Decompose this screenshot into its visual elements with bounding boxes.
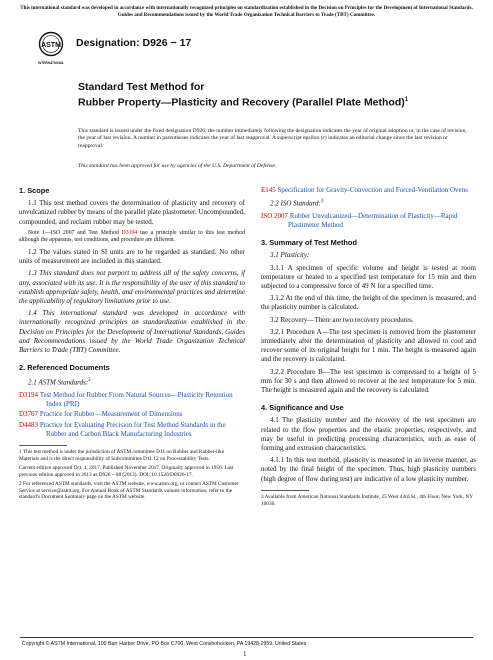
footnote-1b: Current edition approved Oct. 1, 2017. Published November 2017. Originally approved in 1956. Last previous edition approved in 2013 as D926 – 08 (2013). DOI: 10.1520/D0926-17. <box>19 464 234 478</box>
copyright: Copyright © ASTM International, 100 Barr Harbor Drive, PO Box C700, West Conshohocken, PA 19428-2959. United States <box>22 641 307 647</box>
note-1 <box>19 230 245 245</box>
reference-item[interactable] <box>19 391 245 409</box>
reference-title[interactable]: Practice for Evaluating Precision for Test Method Standards in the Rubber and Carbon Black Manufacturing Industries <box>39 420 226 438</box>
note-1-link[interactable]: D3194 <box>121 229 138 236</box>
para-4-1-1: 4.1.1 In this test method, plasticity is measured in an inverse manner, as noted by the final height of the specimen. Thus, high plasticity numbers (high degree of flow during test) are indicative of a low plasticity number. <box>261 456 476 483</box>
para-2-2-sup: 3 <box>320 199 324 205</box>
para-3-2-2: 3.2.2 Procedure B—The test specimen is compressed to a height of 5 mm for 30 s and then allowed to recover at the test temperature for 5 min. The height is measured again and the recovery is calculated. <box>261 367 476 394</box>
reference-code[interactable]: D3767 <box>19 410 39 419</box>
page-number: 1 <box>243 650 247 658</box>
para-3-1-2: 3.1.2 At the end of this time, the height of the specimen is measured, and the plasticity number is calculated. <box>261 294 476 312</box>
para-1-3: 1.3 This standard does not purport to address all of the safety concerns, if any, associated with its use. It is the responsibility of the user of this standard to establish appropriate safety, health, and environmental practices and determine the applicability of regulatory limitations prior to use. <box>19 269 245 306</box>
para-2-1-text: 2.1 ASTM Standards: <box>28 378 89 387</box>
para-2-2-text: 2.2 ISO Standard: <box>270 199 321 208</box>
footnote-2: 2 For referenced ASTM standards, visit the ASTM website, www.astm.org, or contact ASTM Customer Service at service@astm.org. For Annual Book of ASTM Standards volume information, refer to the standard's Document Summary page on the ASTM website. <box>19 480 239 501</box>
reference-code[interactable]: D3194 <box>19 390 39 399</box>
para-3-1: 3.1 Plasticity: <box>270 251 310 260</box>
footnote-divider <box>19 445 67 446</box>
para-2-1-sup: 2 <box>88 378 91 384</box>
svg-text:ASTM: ASTM <box>41 42 61 49</box>
referenced-heading: 2. Referenced Documents <box>19 363 110 373</box>
approval-note: This standard has been approved for use by agencies of the U.S. Department of Defense. <box>78 163 277 169</box>
reference-title[interactable]: Practice for Rubber—Measurement of Dimensions <box>39 410 183 419</box>
document-title <box>78 94 458 110</box>
designation: Designation: D926 − 17 <box>76 37 192 49</box>
reference-title[interactable]: Specification for Gravity-Convection and Forced-Ventilation Ovens <box>277 186 468 194</box>
para-2-1 <box>19 376 245 388</box>
reference-code[interactable]: ISO 2007 <box>261 211 289 220</box>
right-column <box>261 186 476 510</box>
reference-item-iso[interactable] <box>261 212 476 230</box>
reference-title[interactable]: Test Method for Rubber From Natural Sources—Plasticity Retention Index (PRI) <box>39 390 233 409</box>
reference-code[interactable]: E145 <box>261 186 276 194</box>
reference-title[interactable]: Rubber Unvulcanized—Determination of Plasticity—Rapid Plastimeter Method <box>288 211 458 229</box>
para-1-2: 1.2 The values stated in SI units are to be regarded as standard. No other units of measurement are included in this standard. <box>19 248 245 266</box>
title-footnote-mark: 1 <box>404 97 409 103</box>
scope-heading: 1. Scope <box>19 186 50 195</box>
significance-heading: 4. Significance and Use <box>261 403 344 413</box>
para-3-1-1: 3.1.1 A specimen of specific volume and height is tested at room temperature or heated to a specified test temperature for 15 min and then subjected to a compressive force of 49 N for a specified time. <box>261 263 476 290</box>
svg-text:INTERNATIONAL: INTERNATIONAL <box>38 61 64 65</box>
standard-note: This standard is issued under the fixed designation D926; the number immediately following the designation indicates the year of original adoption or, in the case of revision, the year of last revision. A number in parentheses indicates the year of last reapproval. A superscript epsilon (ε) indicates an editorial change since the last revision or reapproval. <box>78 128 467 149</box>
header-notice: This international standard was developed in accordance with internationally recognized principles on standardization established in the Decision on Principles for the Development of International Standards, Guides and Recommendations issued by the World Trade Organization Technical Barriers to Trade (TBT) Committee. <box>20 5 473 18</box>
footer-rule <box>20 637 473 638</box>
left-column <box>19 186 245 503</box>
note-1-text-b: use a principle similar to this test method although the apparatus, test conditions, and procedure are different. <box>19 229 246 244</box>
reference-item-e145[interactable] <box>261 186 476 195</box>
note-1-text-a: Note 1—ISO 2007 and Test Method <box>28 229 122 236</box>
footnote-divider-right <box>261 490 309 491</box>
title-line2: Rubber Property—Plasticity and Recovery (Parallel Plate Method) <box>78 96 405 109</box>
title-line1: Standard Test Method for <box>78 81 205 93</box>
para-1-1: 1.1 This test method covers the determination of plasticity and recovery of unvulcanized rubber by means of the parallel plate plastometer. Uncompounded, compounded, and reclaim rubber may be tested. <box>19 199 245 226</box>
para-2-2 <box>261 197 476 209</box>
para-4-1: 4.1 The plasticity number and the recovery of the test specimen are related to the flow properties and the elastic properties, respectively, and may be useful in predicting processing characteristics, such as ease of forming and extrusion characteristics. <box>261 416 476 452</box>
para-3-2: 3.2 Recovery—There are two recovery procedures. <box>270 315 414 324</box>
para-3-2-1: 3.2.1 Procedure A—The test specimen is removed from the plastometer immediately after the determination of plasticity and allowed to cool and recover some of its original height for 1 min. The height is measured again and the recovery is calculated. <box>261 327 476 364</box>
footnote-3: 3 Available from American National Standards Institute, 25 West 43rd St., 4th Floor, New York, NY 10036. <box>261 493 473 507</box>
footnote-1: 1 This test method is under the jurisdiction of ASTM committee D11 on Rubber and Rubber-like Materials and is the direct responsibility of Subcommittee D11.12 on Processability Tests. <box>19 448 225 462</box>
reference-code[interactable]: D4483 <box>19 420 39 429</box>
reference-item[interactable] <box>19 410 245 419</box>
astm-logo-icon <box>38 31 64 71</box>
reference-item[interactable] <box>19 421 245 439</box>
para-1-4: 1.4 This international standard was developed in accordance with internationally recognized principles on standardization established in the Decision on Principles for the Development of International Standards, Guides and Recommendations issued by the World Trade Organization Technical Barriers to Trade (TBT) Committee. <box>19 309 245 355</box>
summary-heading: 3. Summary of Test Method <box>261 238 357 248</box>
